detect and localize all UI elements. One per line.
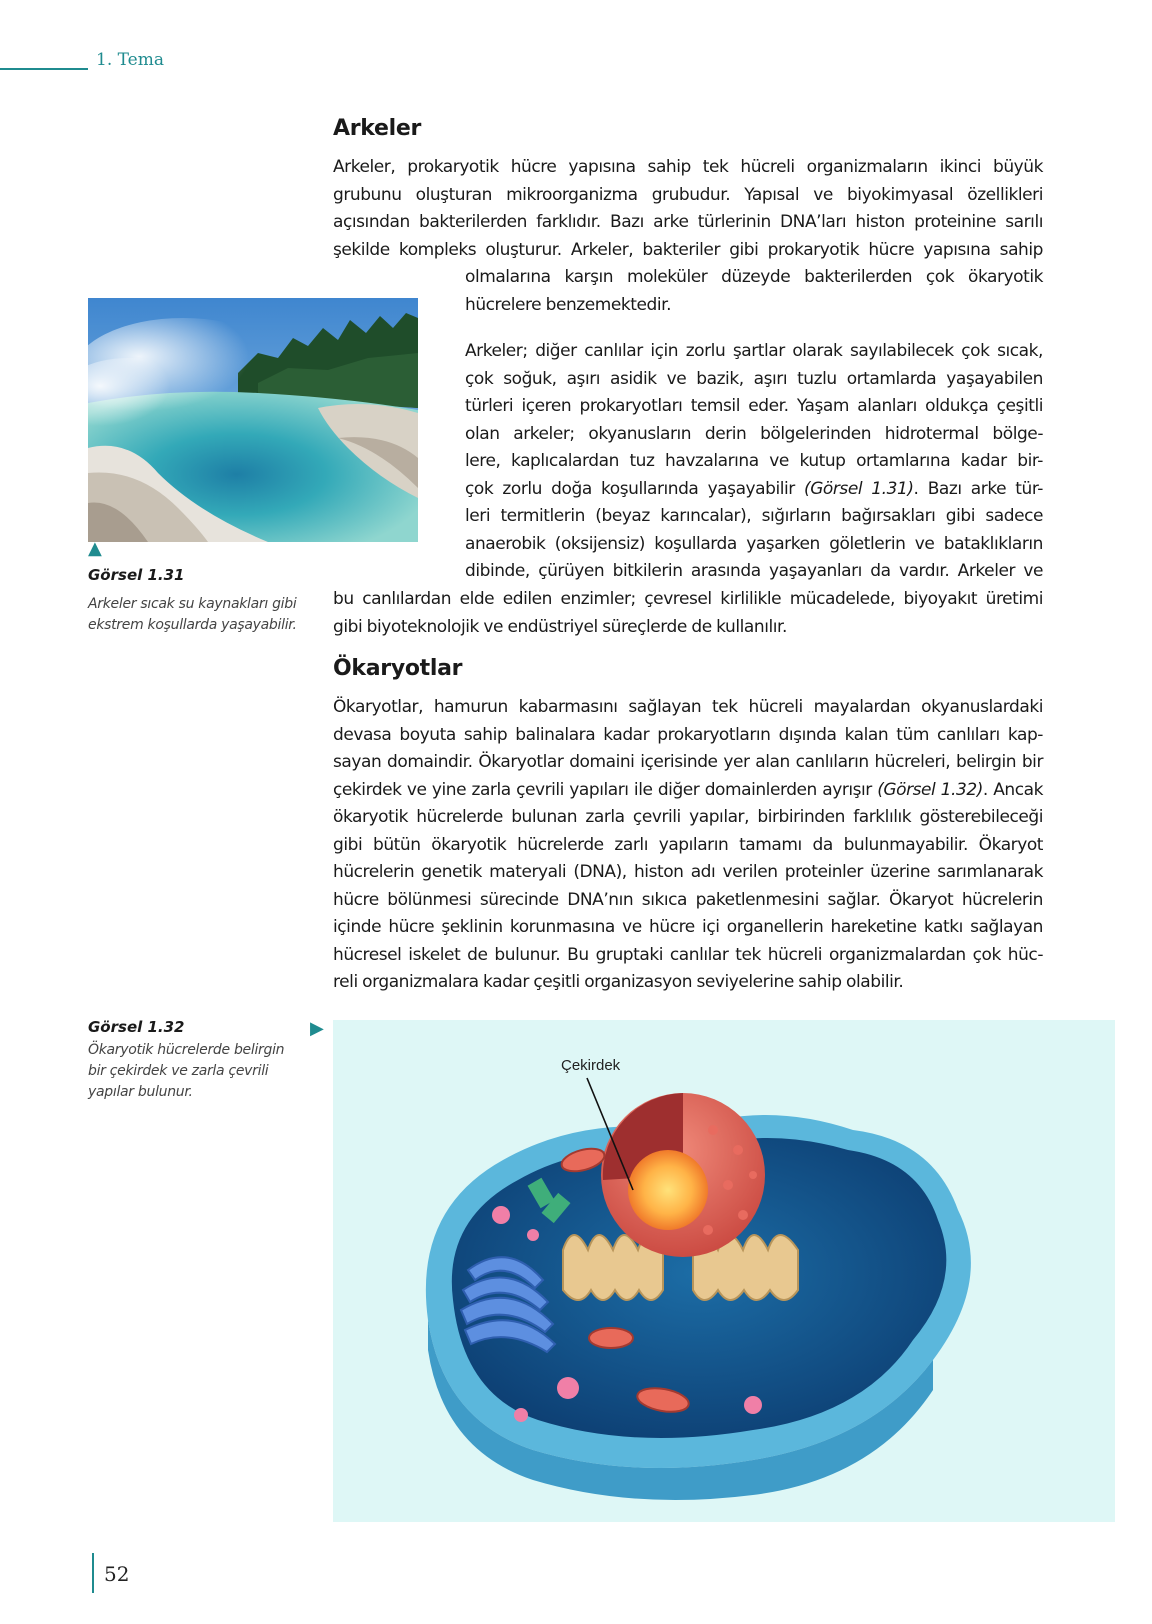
up-triangle-icon: ▲: [88, 538, 102, 559]
text-line: bu canlılardan elde edilen enzimler; çevresel kirlilikle mücadelede, biyoyakıt üretimi: [333, 589, 1043, 609]
arkeler-paragraph-2-cont: [333, 586, 1043, 641]
text-span: . Ancak: [982, 779, 1044, 800]
arkeler-paragraph-1: [333, 154, 1043, 264]
page-number: 52: [104, 1562, 130, 1586]
text-line: grubunu oluşturan mikroorganizma grubudur. Yapısal ve biyokimyasal özellikleri: [333, 184, 1043, 205]
nucleus-label: Çekirdek: [561, 1057, 621, 1074]
text-line: lere, kaplıcalardan tuz havzalarına ve kutup ortamlarına kadar bir-: [465, 451, 1043, 471]
text-line-with-ref: [465, 476, 1043, 504]
footer-rule: [92, 1553, 94, 1593]
caption-line: Arkeler sıcak su kaynakları gibi: [88, 596, 297, 612]
text-line: Ökaryotlar, hamurun kabarmasını sağlayan tek hücreli mayalardan okyanuslardaki: [333, 697, 1043, 717]
text-line: şekilde kompleks oluşturur. Arkeler, bakteriler gibi prokaryotik hücre yapısına sahip: [333, 239, 1043, 260]
header-rule: [0, 68, 88, 70]
text-span: çekirdek ve yine zarla çevrili yapıları ile diğer domainlerden ayrışır: [333, 779, 872, 800]
text-line: reli organizmalara kadar çeşitli organizasyon seviyelerine sahip olabilir.: [333, 972, 904, 992]
caption-line: yapılar bulunur.: [88, 1084, 193, 1100]
text-line: gibi bütün ökaryotik hücrelerde zarlı yapıların tamamı da bulunmayabilir. Ökaryot: [333, 834, 1043, 855]
text-line: türleri içeren prokaryotları temsil eder. Yaşam alanları oldukça çeşitli: [465, 396, 1043, 416]
text-line: anaerobik (oksijensiz) koşullarda yaşarken göletlerin ve bataklıkların: [465, 533, 1043, 554]
figure-1-32-title: Görsel 1.32: [88, 1018, 185, 1036]
figure-reference: (Görsel 1.32): [877, 779, 983, 800]
text-line: sayan domaindir. Ökaryotlar domaini içerisinde yer alan canlıların hücreleri, belirgin bir: [333, 752, 1043, 772]
right-triangle-icon: ▶: [310, 1018, 324, 1039]
arkeler-paragraph-2: [465, 338, 1043, 586]
text-line: dibinde, çürüyen bitkilerin arasında yaşayanları da vardır. Arkeler ve: [465, 561, 1043, 581]
okaryotlar-paragraph: [333, 694, 1043, 997]
text-line: devasa boyuta sahip balinalara kadar prokaryotların dışında kalan tüm canlıları kap-: [333, 724, 1043, 745]
text-line: leri termitlerin (beyaz karıncalar), sığırların bağırsakları gibi sadece: [465, 506, 1043, 526]
figure-reference: (Görsel 1.31): [804, 478, 914, 499]
text-line: hücrelerin genetik materyali (DNA), histon adı verilen proteinler üzerine sarımlanarak: [333, 862, 1043, 882]
section-title-okaryotlar: Ökaryotlar: [333, 656, 463, 681]
text-line: Arkeler; diğer canlılar için zorlu şartlar olarak sayılabilecek çok sıcak,: [465, 341, 1043, 361]
chapter-label: 1. Tema: [96, 50, 164, 70]
text-line-with-ref: [333, 777, 1043, 805]
text-line: içinde hücre şeklinin korunmasına ve hücre içi organellerin hareketine katkı sağlayan: [333, 917, 1043, 937]
figure-1-31-title: Görsel 1.31: [88, 566, 185, 584]
text-line: gibi biyoteknolojik ve endüstriyel süreçlerde de kullanılır.: [333, 616, 787, 637]
hot-spring-photo: [88, 298, 418, 542]
text-line: olmalarına karşın moleküler düzeyde bakterilerden çok ökaryotik: [465, 267, 1043, 287]
text-line: Arkeler, prokaryotik hücre yapısına sahip tek hücreli organizmaların ikinci büyük: [333, 157, 1043, 177]
text-line: çok soğuk, aşırı asidik ve bazik, aşırı tuzlu ortamlarda yaşayabilen: [465, 368, 1043, 389]
text-line: hücrelere benzemektedir.: [465, 294, 672, 315]
text-span: çok zorlu doğa koşullarında yaşayabilir: [465, 478, 795, 499]
text-line: olan arkeler; okyanusların derin bölgelerinden hidrotermal bölge-: [465, 423, 1043, 444]
text-line: hücresel iskelet de bulunur. Bu gruptaki canlılar tek hücreli organizmalardan çok hüc-: [333, 944, 1043, 965]
caption-line: ekstrem koşullarda yaşayabilir.: [88, 617, 297, 633]
caption-line: Ökaryotik hücrelerde belirgin: [88, 1042, 285, 1058]
caption-line: bir çekirdek ve zarla çevrili: [88, 1063, 269, 1079]
nucleus-shape: [601, 1093, 765, 1257]
text-line: hücre bölünmesi sürecinde DNA’nın sıkıca paketlenmesini sağlar. Ökaryot hücrelerin: [333, 889, 1043, 910]
text-line: ökaryotik hücrelerde bulunan zarla çevrili yapılar, birbirinden farklılık gösterebileceği: [333, 807, 1043, 827]
arkeler-paragraph-1-cont: [465, 264, 1043, 319]
text-span: . Bazı arke tür-: [913, 478, 1043, 499]
figure-1-31-caption: [88, 594, 297, 636]
text-line: açısından bakterilerden farklıdır. Bazı arke türlerinin DNA’ları histon proteinine sarılı: [333, 212, 1043, 232]
section-title-arkeler: Arkeler: [333, 116, 422, 141]
cell-figure-panel: [333, 1020, 1115, 1522]
eukaryotic-cell-illustration: [333, 1020, 1115, 1522]
figure-1-32-caption: [88, 1040, 284, 1103]
